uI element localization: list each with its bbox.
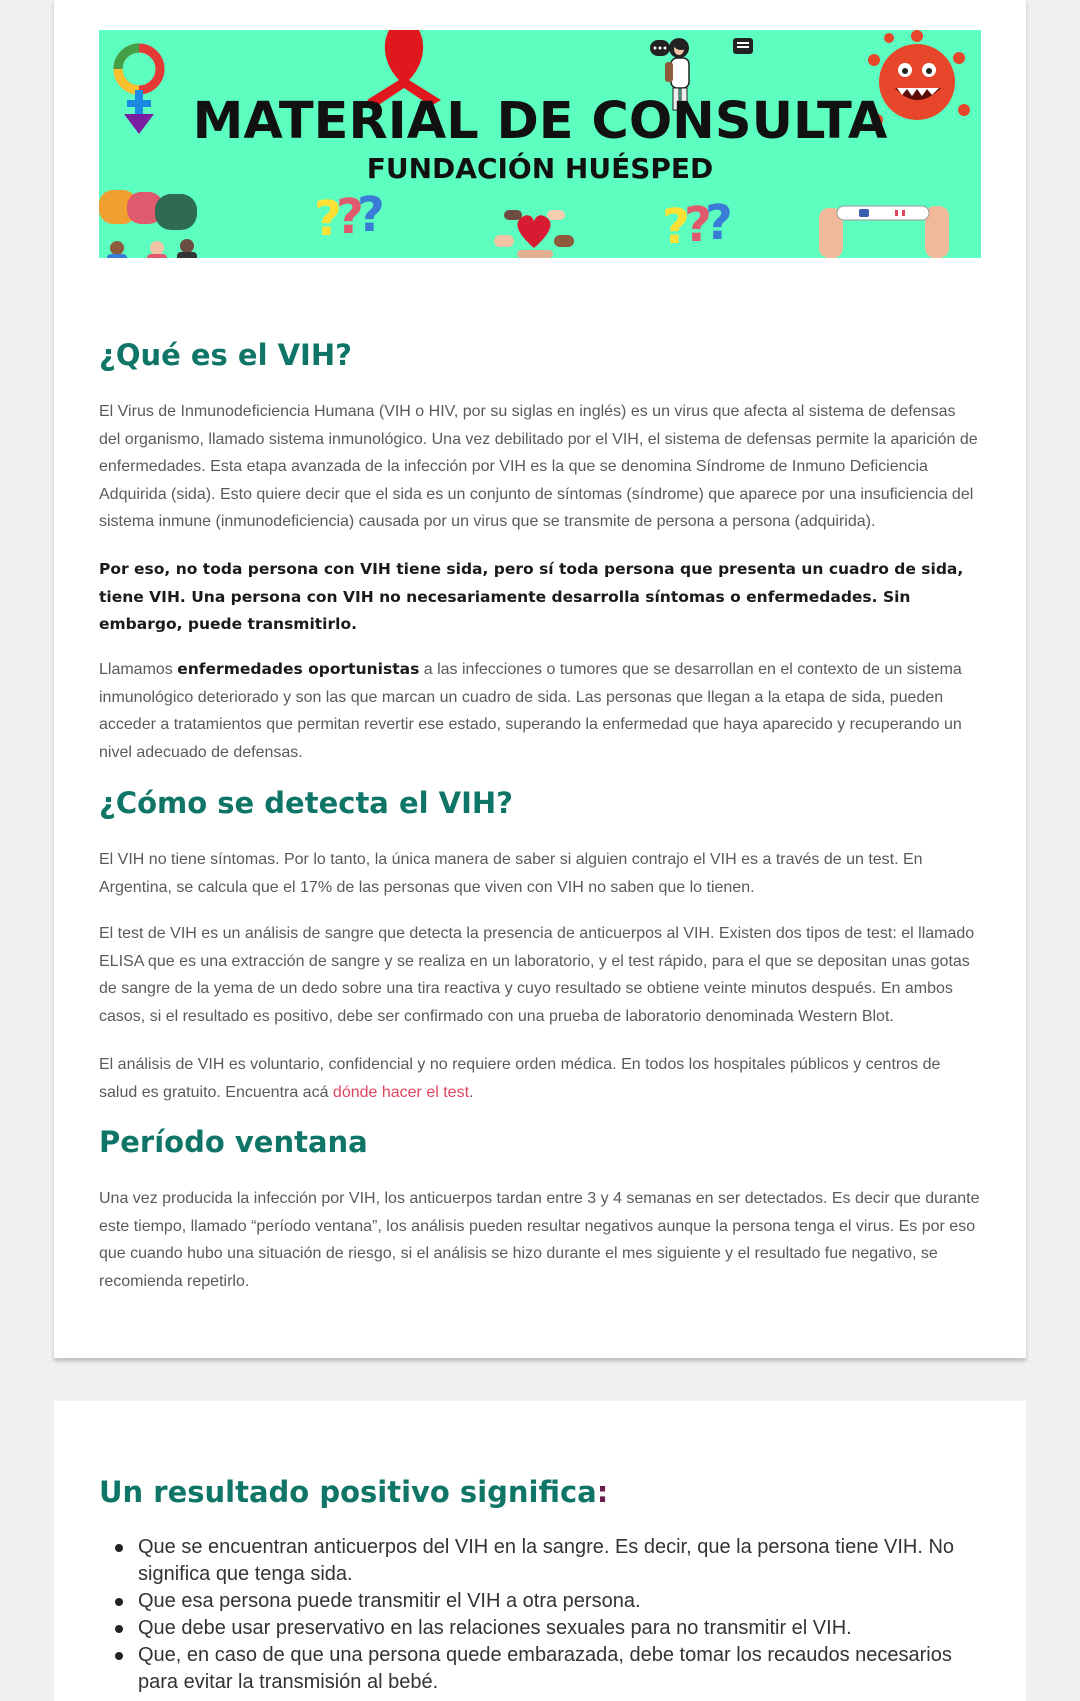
list-item-text: Que se encuentran anticuerpos del VIH en la sangre. Es decir, que la persona tiene VIH. No significa que tenga sida.: [138, 1536, 955, 1585]
header-banner: [99, 30, 981, 258]
svg-text:?: ?: [705, 195, 733, 251]
bullet-icon: [115, 1544, 123, 1552]
heading-colon: :: [596, 1475, 609, 1509]
speech-bubbles-people-icon: [99, 190, 197, 258]
list-item-text: Que esa persona puede transmitir el VIH a otra persona.: [138, 1590, 641, 1612]
text-fragment: .: [469, 1083, 474, 1101]
gender-symbol-icon: [118, 48, 160, 134]
question-marks-icon: [662, 195, 733, 255]
svg-text:?: ?: [336, 189, 364, 245]
heading-text: Un resultado positivo significa: [99, 1475, 597, 1509]
svg-text:?: ?: [684, 197, 712, 253]
paragraph-analisis-gratuito: [99, 1051, 981, 1106]
paragraph-sintomas: El VIH no tiene síntomas. Por lo tanto, la única manera de saber si alguien contrajo el VIH es a través de un test. En Argentina, se calcula que el 17% de las personas que viven con VIH no saben que lo tienen.: [99, 851, 923, 896]
paragraph-vih-vs-sida: Por eso, no toda persona con VIH tiene sida, pero sí toda persona que presenta un cuadro de sida, tiene VIH. Una persona con VIH no necesariamente desarrolla síntomas o enfermedades. Sin embargo, puede transmitirlo.: [99, 560, 964, 633]
banner-title: MATERIAL DE CONSULTA: [192, 92, 888, 151]
hiv-test-strip-icon: [819, 206, 949, 258]
list-item: [99, 1615, 981, 1642]
heading-como-se-detecta: ¿Cómo se detecta el VIH?: [99, 786, 514, 820]
bold-term-enfermedades-oportunistas: enfermedades oportunistas: [177, 660, 420, 678]
paragraph-periodo-ventana: Una vez producida la infección por VIH, los anticuerpos tardan entre 3 y 4 semanas en ser detectados. Es decir que durante este tiempo, llamado “período ventana”, los análisis pueden resultar negativos aunque la persona tenga el virus. Es por eso que cuando hubo una situación de riesgo, si el análisis se hizo durante el mes siguiente y el resultado fue negativo, se recomienda repetirlo.: [99, 1190, 980, 1290]
heading-resultado-positivo: [99, 1475, 981, 1510]
heading-periodo-ventana: Período ventana: [99, 1125, 368, 1159]
banner-illustration: [99, 30, 981, 258]
text-fragment: Llamamos: [99, 661, 178, 678]
svg-text:?: ?: [357, 187, 385, 243]
list-item: [99, 1588, 981, 1615]
content-card-main: [54, 0, 1026, 1358]
list-item-text: Que debe usar preservativo en las relaciones sexuales para no transmitir el VIH.: [138, 1617, 852, 1639]
bullet-icon: [115, 1652, 123, 1660]
bullet-icon: [115, 1625, 123, 1633]
list-item: [99, 1534, 981, 1588]
list-item-text: Que, en caso de que una persona quede embarazada, debe tomar los recaudos necesarios para evitar la transmisión al bebé.: [138, 1644, 952, 1693]
heading-que-es-vih: ¿Qué es el VIH?: [99, 338, 352, 372]
hands-heart-icon: [494, 210, 574, 258]
bullet-icon: [115, 1598, 123, 1606]
text-fragment: El análisis de VIH es voluntario, confidencial y no requiere orden médica. En todos los hospitales públicos y centros de salud es gratuito. Encuentra acá: [99, 1056, 941, 1101]
content-card-resultado: [54, 1401, 1026, 1701]
svg-text:?: ?: [314, 191, 342, 247]
text-fragment: a las infecciones o tumores que se desarrollan en el contexto de un sistema inmunológico deteriorado y son las que marcan un cuadro de sida. Las personas que llegan a la etapa de sida, pueden acceder a tratamientos que permitan revertir ese estado, superando la enfermedad que haya aparecido y recuperando un nivel adecuado de defensas.: [99, 661, 962, 761]
svg-text:?: ?: [662, 199, 690, 255]
question-marks-icon: [314, 187, 385, 247]
banner-subtitle: FUNDACIÓN HUÉSPED: [366, 152, 714, 185]
paragraph-enfermedades-oportunistas: [99, 656, 981, 766]
list-item: [99, 1642, 981, 1696]
donde-hacer-test-link[interactable]: dónde hacer el test: [332, 1083, 470, 1101]
paragraph-tipos-de-test: El test de VIH es un análisis de sangre que detecta la presencia de anticuerpos al VIH. Existen dos tipos de test: el llamado ELISA que es una extracción de sangre y se realiza en un laboratorio, y el test rápido, para el que se depositan unas gotas de sangre de la yema de un dedo sobre una tira reactiva y cuyo resultado se obtiene veinte minutos después. En ambos casos, si el resultado es positivo, debe ser confirmado con una prueba de laboratorio denominada Western Blot.: [99, 925, 975, 1025]
resultado-positivo-list: [99, 1534, 981, 1696]
paragraph-vih-definicion: El Virus de Inmunodeficiencia Humana (VIH o HIV, por su siglas en inglés) es un virus que afecta al sistema de defensas del organismo, llamado sistema inmunológico. Una vez debilitado por el VIH, el sistema de defensas permite la aparición de enfermedades. Esta etapa avanzada de la infección por VIH es la que se denomina Síndrome de Inmuno Deficiencia Adquirida (sida). Esto quiere decir que el sida es un conjunto de síntomas (síndrome) que aparece por una insuficiencia del sistema inmune (inmunodeficiencia) causada por un virus que se transmite de persona a persona (adquirida).: [99, 403, 978, 530]
